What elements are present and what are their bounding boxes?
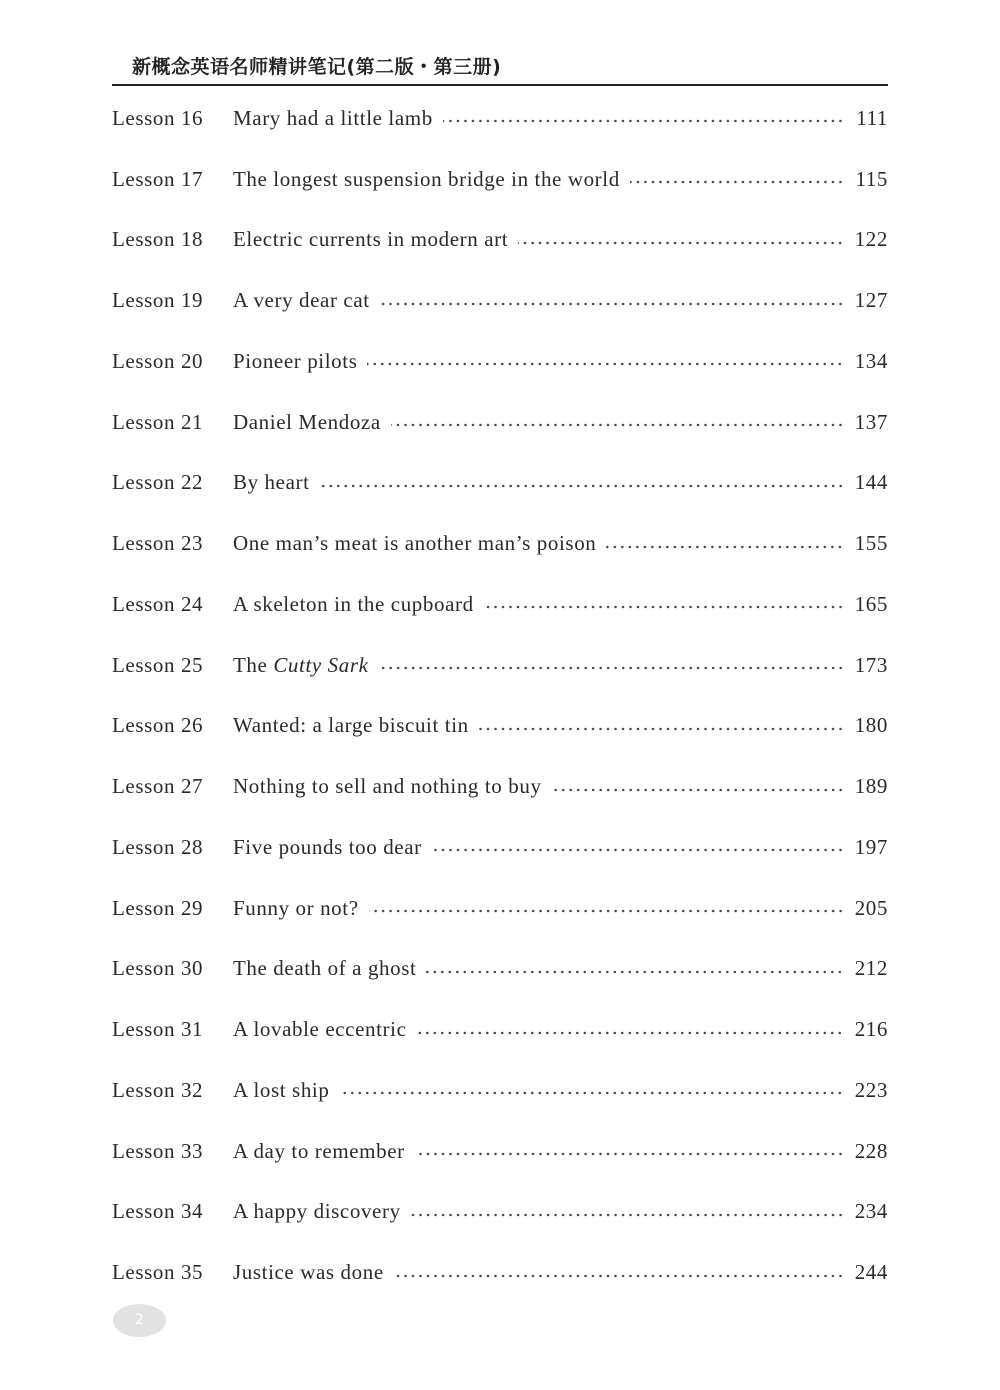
lesson-page-number: 205 — [854, 895, 888, 920]
lesson-title: The death of a ghost — [233, 956, 417, 981]
toc-entry[interactable] — [112, 696, 888, 757]
lesson-page-number: 228 — [854, 1138, 888, 1163]
toc-entry[interactable] — [112, 331, 888, 392]
toc-entry[interactable] — [112, 817, 888, 878]
lesson-title: A lovable eccentric — [233, 1017, 407, 1042]
lesson-title: A very dear cat — [233, 288, 370, 313]
lesson-title: Mary had a little lamb — [233, 105, 433, 130]
lesson-number: Lesson 32 — [112, 1077, 204, 1102]
lesson-number: Lesson 27 — [112, 774, 204, 799]
lesson-title: Pioneer pilots — [233, 348, 358, 373]
lesson-number: Lesson 31 — [112, 1017, 204, 1042]
toc-entry[interactable] — [112, 1182, 888, 1243]
lesson-page-number: 197 — [854, 834, 888, 859]
toc-entry[interactable] — [112, 999, 888, 1060]
lesson-page-number: 216 — [854, 1017, 888, 1042]
toc-entry[interactable] — [112, 635, 888, 696]
lesson-page-number: 115 — [855, 166, 888, 191]
dot-leader — [552, 788, 844, 792]
lesson-number: Lesson 24 — [112, 591, 204, 616]
lesson-title: A lost ship — [233, 1077, 330, 1102]
lesson-title: Wanted: a large biscuit tin — [233, 713, 469, 738]
lesson-page-number: 122 — [854, 227, 888, 252]
lesson-page-number: 165 — [854, 591, 888, 616]
running-header: 新概念英语名师精讲笔记(第二版・第三册) — [132, 56, 502, 78]
dot-leader — [479, 727, 844, 731]
toc-entry[interactable] — [112, 1060, 888, 1121]
lesson-title: One man’s meat is another man’s poison — [233, 531, 597, 556]
toc-entry[interactable] — [112, 1121, 888, 1182]
dot-leader — [379, 666, 844, 670]
dot-leader — [367, 362, 844, 366]
dot-leader — [426, 970, 844, 974]
lesson-number: Lesson 29 — [112, 895, 204, 920]
toc-entry[interactable] — [112, 270, 888, 331]
lesson-title — [233, 653, 379, 678]
lesson-number: Lesson 22 — [112, 470, 204, 495]
lesson-title-ship-name: Cutty Sark — [273, 652, 369, 677]
lesson-number: Lesson 30 — [112, 956, 204, 981]
lesson-number: Lesson 20 — [112, 348, 204, 373]
lesson-page-number: 111 — [856, 105, 888, 130]
header-rule — [112, 84, 888, 86]
lesson-page-number: 137 — [854, 409, 888, 434]
lesson-page-number: 144 — [854, 470, 888, 495]
lesson-page-number: 244 — [854, 1260, 888, 1285]
lesson-page-number: 223 — [854, 1077, 888, 1102]
dot-leader — [443, 119, 844, 123]
dot-leader — [411, 1213, 844, 1217]
toc-entry[interactable] — [112, 939, 888, 1000]
dot-leader — [380, 302, 844, 306]
toc-entry[interactable] — [112, 574, 888, 635]
lesson-number: Lesson 28 — [112, 834, 204, 859]
dot-leader — [518, 241, 844, 245]
lesson-number: Lesson 17 — [112, 166, 204, 191]
toc-entry[interactable] — [112, 392, 888, 453]
dot-leader — [484, 605, 844, 609]
lesson-title-prefix: The — [233, 652, 274, 677]
lesson-number: Lesson 25 — [112, 652, 204, 677]
lesson-title: The longest suspension bridge in the world — [233, 166, 620, 191]
lesson-page-number: 212 — [854, 956, 888, 981]
lesson-number: Lesson 26 — [112, 713, 204, 738]
toc-entry[interactable] — [112, 210, 888, 271]
toc-entry[interactable] — [112, 453, 888, 514]
dot-leader — [606, 545, 844, 549]
lesson-title: A skeleton in the cupboard — [233, 591, 474, 616]
lesson-number: Lesson 23 — [112, 531, 204, 556]
lesson-number: Lesson 33 — [112, 1138, 204, 1163]
lesson-number: Lesson 18 — [112, 227, 204, 252]
lesson-title: Nothing to sell and nothing to buy — [233, 774, 542, 799]
dot-leader — [416, 1031, 844, 1035]
toc-entry[interactable] — [112, 878, 888, 939]
lesson-title: Electric currents in modern art — [233, 227, 509, 252]
lesson-title: Funny or not? — [233, 895, 359, 920]
lesson-title: Five pounds too dear — [233, 834, 422, 859]
lesson-page-number: 234 — [854, 1199, 888, 1224]
lesson-number: Lesson 35 — [112, 1260, 204, 1285]
dot-leader — [630, 180, 844, 184]
lesson-number: Lesson 16 — [112, 105, 204, 130]
table-of-contents — [112, 88, 888, 1303]
lesson-page-number: 155 — [854, 531, 888, 556]
toc-entry[interactable] — [112, 1242, 888, 1303]
toc-entry[interactable] — [112, 149, 888, 210]
lesson-page-number: 173 — [854, 652, 888, 677]
lesson-page-number: 127 — [854, 288, 888, 313]
dot-leader — [320, 484, 844, 488]
lesson-title: Justice was done — [233, 1260, 384, 1285]
lesson-title: A happy discovery — [233, 1199, 401, 1224]
lesson-title: Daniel Mendoza — [233, 409, 381, 434]
toc-entry[interactable] — [112, 513, 888, 574]
lesson-title: A day to remember — [233, 1138, 405, 1163]
dot-leader — [432, 848, 844, 852]
lesson-number: Lesson 21 — [112, 409, 204, 434]
lesson-title: By heart — [233, 470, 310, 495]
page-number-badge: 2 — [113, 1304, 166, 1337]
dot-leader — [391, 423, 844, 427]
toc-entry[interactable] — [112, 756, 888, 817]
toc-entry[interactable] — [112, 88, 888, 149]
lesson-page-number: 180 — [854, 713, 888, 738]
lesson-number: Lesson 19 — [112, 288, 204, 313]
dot-leader — [369, 909, 844, 913]
dot-leader — [394, 1274, 844, 1278]
lesson-page-number: 134 — [854, 348, 888, 373]
dot-leader — [339, 1091, 844, 1095]
lesson-number: Lesson 34 — [112, 1199, 204, 1224]
lesson-page-number: 189 — [854, 774, 888, 799]
dot-leader — [415, 1152, 844, 1156]
